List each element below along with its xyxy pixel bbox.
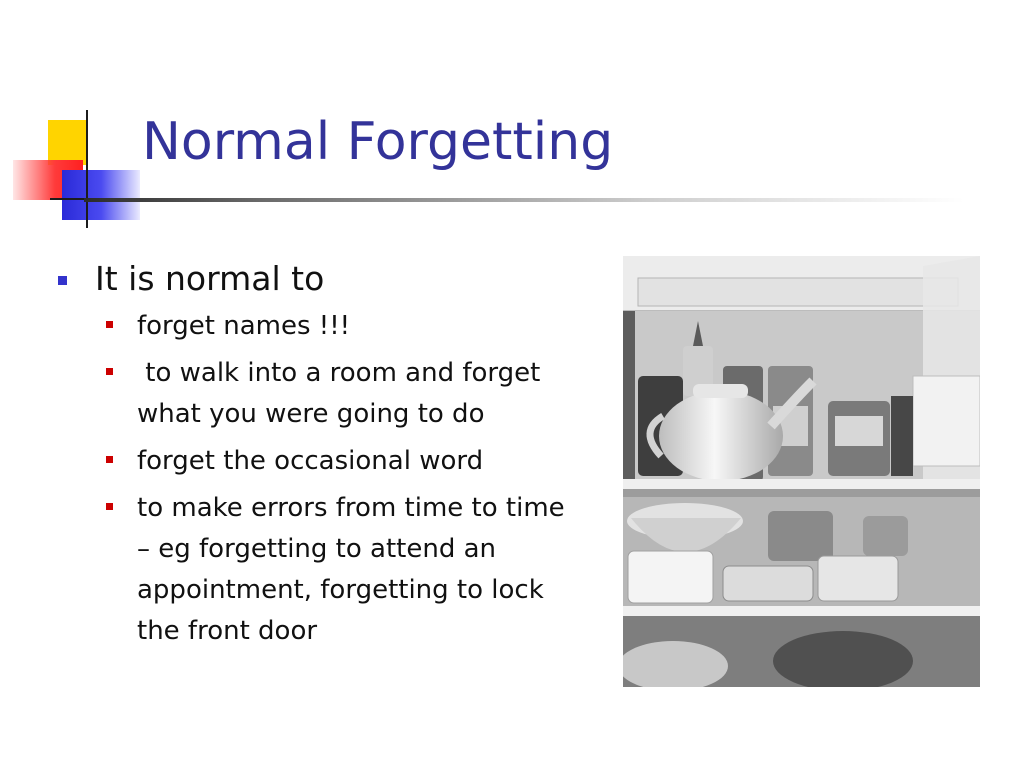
sub-bullet-item	[106, 488, 575, 652]
sub-bullet-square-icon	[106, 456, 113, 463]
bullet-list	[55, 258, 575, 658]
sub-bullet-item	[106, 353, 575, 435]
sub-bullet-text: to walk into a room and forget what you were going to do	[137, 358, 549, 429]
sub-bullet-text: to make errors from time to time – eg forgetting to attend an appointment, forgetting to lock the front door	[137, 493, 573, 646]
logo-vertical-line	[86, 110, 88, 228]
bullet-level1	[55, 258, 575, 300]
corner-logo-decoration	[0, 100, 150, 230]
title-divider	[84, 198, 964, 202]
bullet-text: It is normal to	[95, 259, 325, 298]
sub-bullet-list	[106, 306, 575, 652]
sub-bullet-square-icon	[106, 368, 113, 375]
bullet-square-icon	[58, 276, 67, 285]
refrigerator-photo	[623, 256, 980, 687]
sub-bullet-square-icon	[106, 321, 113, 328]
slide-title: Normal Forgetting	[142, 112, 614, 172]
sub-bullet-text: forget the occasional word	[137, 446, 484, 476]
sub-bullet-square-icon	[106, 503, 113, 510]
sub-bullet-text: forget names !!!	[137, 311, 351, 341]
logo-yellow-square	[48, 120, 86, 165]
sub-bullet-item	[106, 441, 575, 482]
logo-blue-square	[62, 170, 140, 220]
sub-bullet-item	[106, 306, 575, 347]
